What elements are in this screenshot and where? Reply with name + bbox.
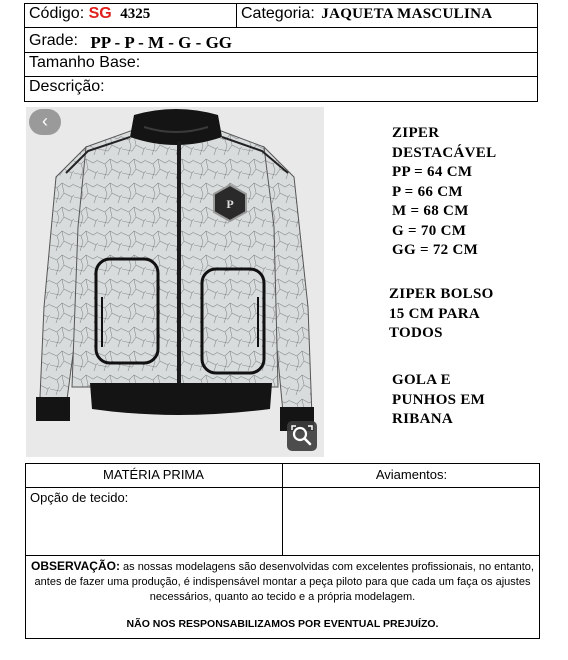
codigo-prefix: SG	[88, 5, 112, 22]
header-divider-3	[24, 76, 538, 77]
grade-value: PP - P - M - G - GG	[90, 33, 233, 52]
jacket-illustration	[26, 107, 324, 457]
opcao-tecido-label: Opção de tecido:	[30, 490, 129, 505]
note-line: ZIPER BOLSO	[389, 286, 494, 302]
header-divider-2	[24, 52, 538, 53]
note-line: RIBANA	[392, 411, 453, 427]
categoria-row	[241, 5, 492, 23]
categoria-value: JAQUETA MASCULINA	[321, 6, 493, 22]
observacao-label: OBSERVAÇÃO:	[31, 559, 120, 573]
grade-label: Grade:	[29, 32, 78, 49]
note-line: TODOS	[389, 325, 443, 341]
observacao-text: as nossas modelagens são desenvolvidas com excelentes profissionais, no entanto, antes de fazer uma produção, é indispensável montar a peça piloto para que cada um faça os ajustes necessários, quanto ao tecido e a própria modelagem.	[34, 561, 534, 603]
header-vertical-divider	[236, 3, 237, 28]
materia-header-right: Aviamentos:	[375, 467, 448, 482]
observacao-paragraph	[31, 559, 534, 605]
zoom-search-icon[interactable]	[287, 421, 317, 451]
note-line: PUNHOS EM	[392, 391, 486, 408]
chevron-left-icon[interactable]: ‹	[29, 109, 61, 135]
codigo-label: Código:	[29, 5, 85, 22]
note-line: DESTACÁVEL	[392, 144, 497, 161]
materia-header-left: MATÉRIA PRIMA	[103, 467, 204, 482]
note-line: PP = 64 CM	[392, 164, 473, 180]
codigo-value: 4325	[120, 6, 151, 22]
note-line: 15 CM PARA	[389, 305, 481, 322]
note-line: P = 66 CM	[392, 183, 463, 200]
header-divider-1	[24, 27, 538, 28]
tamanho-base-label: Tamanho Base:	[29, 54, 141, 71]
note-line: G = 70 CM	[392, 222, 467, 239]
codigo-row	[29, 5, 150, 23]
notes-bolso	[389, 285, 494, 344]
product-image	[26, 107, 324, 457]
grade-row	[29, 30, 232, 50]
note-line: GOLA E	[392, 372, 451, 388]
note-line: ZIPER	[392, 125, 440, 141]
notes-ziper	[392, 124, 496, 261]
note-line: GG = 72 CM	[392, 242, 479, 258]
disclaimer-text: NÃO NOS RESPONSABILIZAMOS POR EVENTUAL PREJUÍZO.	[126, 618, 439, 630]
categoria-label: Categoria:	[241, 5, 315, 22]
descricao-label: Descrição:	[29, 78, 105, 95]
notes-gola	[392, 371, 485, 430]
note-line: M = 68 CM	[392, 203, 469, 219]
svg-text:P: P	[226, 197, 234, 211]
